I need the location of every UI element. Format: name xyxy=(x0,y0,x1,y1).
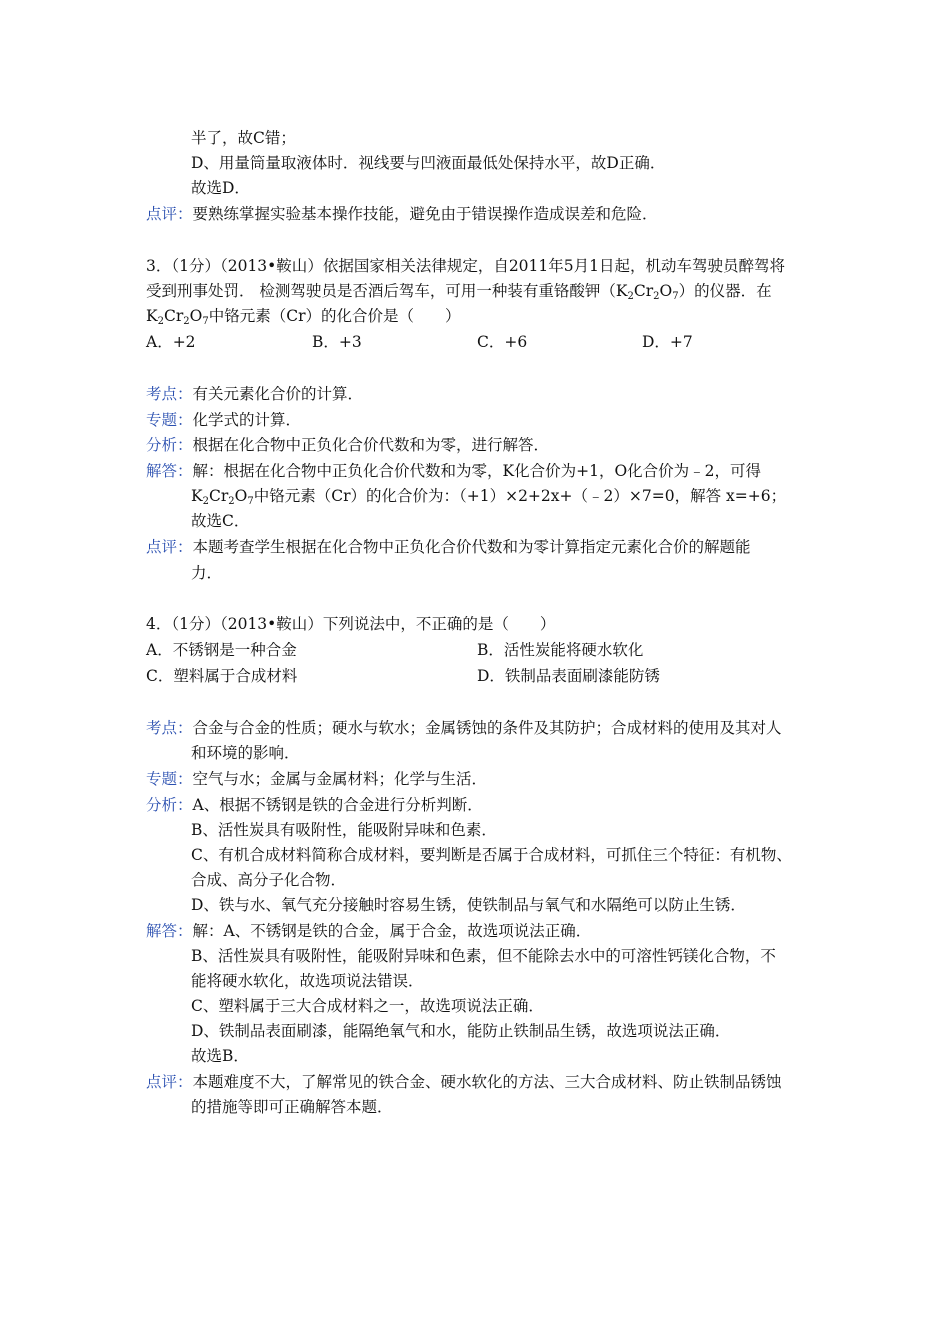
q4-kaodian: 考点：合金与合金的性质；硬水与软水；金属锈蚀的条件及其防护；合成材料的使用及其对人 xyxy=(146,719,782,737)
q4-jieda-line: D、铁制品表面刷漆，能隔绝氧气和水，能防止铁制品生锈，故选项说法正确． xyxy=(191,1022,731,1040)
q4-dianping: 点评：本题难度不大，了解常见的铁合金、硬水软化的方法、三大合成材料、防止铁制品锈蚀 xyxy=(146,1073,782,1091)
q3-dianping: 点评：本题考查学生根据在化合物中正负化合价代数和为零计算指定元素化合价的解题能 xyxy=(146,538,751,556)
q3-zhuanti: 专题：化学式的计算． xyxy=(146,411,302,429)
q4-option-c: C．塑料属于合成材料 xyxy=(146,667,298,685)
comment-text: 要熟练掌握实验基本操作技能，避免由于错误操作造成误差和危险． xyxy=(192,205,658,223)
q3-fenxi: 分析：根据在化合物中正负化合价代数和为零，进行解答． xyxy=(146,436,550,454)
prev-answer-line: 半了，故C错； xyxy=(191,129,296,147)
q4-stem: 4．（1分）（2013•鞍山）下列说法中，不正确的是（ ） xyxy=(146,615,556,633)
q4-option-b: B．活性炭能将硬水软化 xyxy=(477,641,644,659)
q3-option-c: C．+6 xyxy=(477,333,528,351)
q4-dianping-line: 的措施等即可正确解答本题． xyxy=(191,1098,393,1116)
q3-option-d: D．+7 xyxy=(642,333,693,351)
q4-fenxi-line: B、活性炭具有吸附性，能吸附异味和色素． xyxy=(191,821,497,839)
q4-fenxi-line: 合成、高分子化合物． xyxy=(191,871,347,889)
prev-answer-line: 故选D． xyxy=(191,179,250,197)
q4-fenxi-line: C、有机合成材料简称合成材料，要判断是否属于合成材料，可抓住三个特征：有机物、 xyxy=(191,846,792,864)
q3-stem-line: $K_2Cr_2O_7$中铬元素（Cr）的化合价是（ ） xyxy=(146,307,461,327)
prev-answer-line: D、用量筒量取液体时．视线要与凹液面最低处保持水平，故D正确． xyxy=(191,154,666,172)
q4-jieda-line: 能将硬水软化，故选项说法错误． xyxy=(191,972,424,990)
q3-stem-line: 受到刑事处罚． 检测驾驶员是否酒后驾车，可用一种装有重铬酸钾$(K_2Cr_2O_7)$的仪器．在 xyxy=(146,282,772,302)
q3-dianping-line: 力． xyxy=(191,564,223,582)
q3-option-a: A．+2 xyxy=(146,333,196,351)
q4-jieda-line: B、活性炭具有吸附性，能吸附异味和色素，但不能除去水中的可溶性钙镁化合物，不 xyxy=(191,947,776,965)
q4-option-d: D．铁制品表面刷漆能防锈 xyxy=(477,667,660,685)
prev-comment xyxy=(146,204,658,224)
formula: $K_2Cr_2O_7$ xyxy=(146,307,209,327)
q4-fenxi: 分析：A、根据不锈钢是铁的合金进行分析判断． xyxy=(146,796,483,814)
q3-stem-line: 3．（1分）（2013•鞍山）依据国家相关法律规定，自2011年5月1日起，机动车驾驶员醉驾将 xyxy=(146,257,785,275)
q3-jieda: 解答：解：根据在化合物中正负化合价代数和为零，K化合价为+1，O化合价为﹣2，可得 xyxy=(146,462,762,480)
q4-fenxi-line: D、铁与水、氧气充分接触时容易生锈，使铁制品与氧气和水隔绝可以防止生锈． xyxy=(191,896,746,914)
q4-zhuanti: 专题：空气与水；金属与金属材料；化学与生活． xyxy=(146,770,488,788)
q4-jieda-line: C、塑料属于三大合成材料之一，故选项说法正确． xyxy=(191,997,544,1015)
q4-option-a: A．不锈钢是一种合金 xyxy=(146,641,297,659)
comment-label: 点评： xyxy=(146,205,193,223)
q4-jieda-line: 故选B． xyxy=(191,1047,249,1065)
q3-kaodian: 考点：有关元素化合价的计算． xyxy=(146,385,364,403)
q3-jieda-line: $K_2Cr_2O_7$中铬元素（Cr）的化合价为：（+1）×2+2x+（﹣2）×7=0，解答 x=+6； xyxy=(191,487,787,507)
q4-kaodian-line: 和环境的影响． xyxy=(191,744,300,762)
q4-jieda: 解答：解：A、不锈钢是铁的合金，属于合金，故选项说法正确． xyxy=(146,922,592,940)
q3-jieda-line: 故选C． xyxy=(191,512,250,530)
q3-option-b: B．+3 xyxy=(312,333,362,351)
